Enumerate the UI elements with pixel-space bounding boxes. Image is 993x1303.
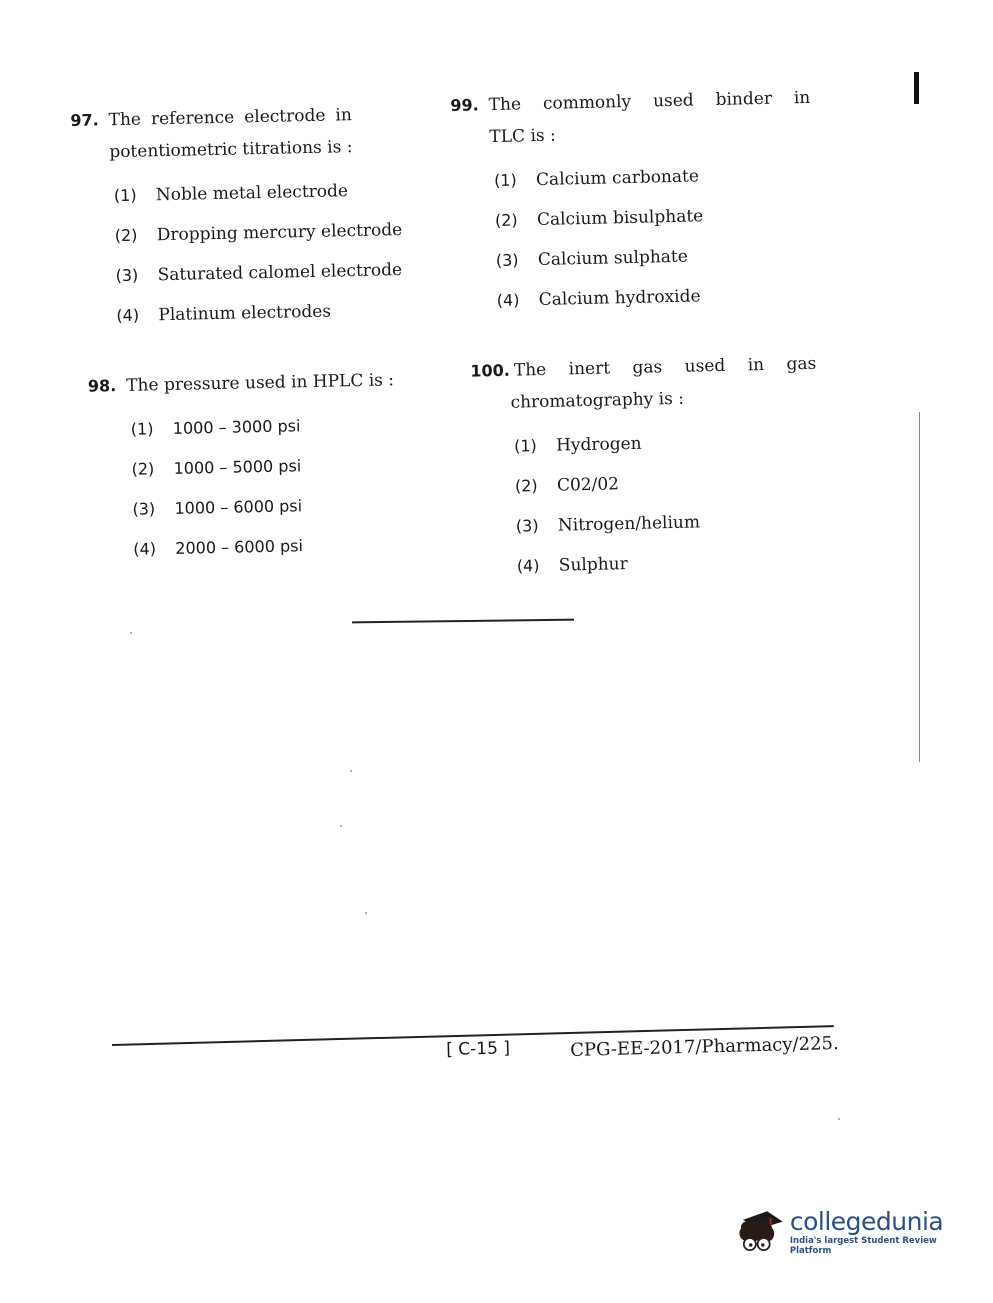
option-3: (3) 1000 – 6000 psi [132,496,303,519]
question-97 [70,98,425,337]
option-1: (1) Noble metal electrode [113,181,349,206]
question-text: The commonly used binder in TLC is : [488,87,811,148]
option-1: (1) Calcium carbonate [493,166,700,191]
option-2: (2) Calcium bisulphate [494,206,704,231]
scan-speck [130,632,132,634]
question-text: The pressure used in HPLC is : [126,370,395,396]
question-number: 98. [87,376,117,396]
question-number: 99. [450,95,479,115]
left-column [70,98,430,605]
question-99 [450,82,815,322]
scan-edge-line [919,412,920,762]
option-4: (4) Platinum electrodes [116,301,332,326]
question-98 [76,364,430,571]
question-text: The inert gas used in gas chromatography is : [510,353,817,413]
option-3: (3) Saturated calomel electrode [115,260,403,286]
options-list [130,404,429,570]
question-100 [470,348,821,588]
option-2: (2) Dropping mercury electrode [114,220,403,246]
option-2: (2) C02/02 [514,474,620,496]
logo-name: collegedunia [789,1207,944,1236]
options-list [494,154,816,321]
option-4: (4) Calcium hydroxide [496,286,701,311]
question-number: 97. [70,110,99,130]
student-mascot-icon [736,1203,788,1261]
question-text: The reference electrode in potentiometric titrations is : [108,105,353,163]
option-3: (3) Calcium sulphate [495,246,689,271]
scan-speck [350,770,352,772]
option-4: (4) Sulphur [516,554,628,576]
section-divider [352,619,574,624]
logo-text [790,1208,961,1256]
option-4: (4) 2000 – 6000 psi [133,536,304,559]
option-1: (1) Hydrogen [513,433,642,456]
option-1: (1) 1000 – 3000 psi [130,416,301,439]
collegedunia-logo[interactable] [736,1197,961,1267]
paper-code: CPG-EE-2017/Pharmacy/225. [570,1032,839,1061]
page-number: [ C-15 ] [446,1038,511,1060]
right-column [450,82,822,622]
options-list [514,420,822,587]
question-number: 100. [470,360,511,381]
options-list [113,170,424,336]
scan-speck [340,825,342,827]
scan-speck [838,1118,840,1120]
option-2: (2) 1000 – 5000 psi [131,456,302,479]
scan-speck [365,912,367,914]
option-3: (3) Nitrogen/helium [515,512,701,536]
scan-edge-mark [914,72,919,104]
logo-tagline: India's largest Student Review Platform [789,1236,937,1256]
